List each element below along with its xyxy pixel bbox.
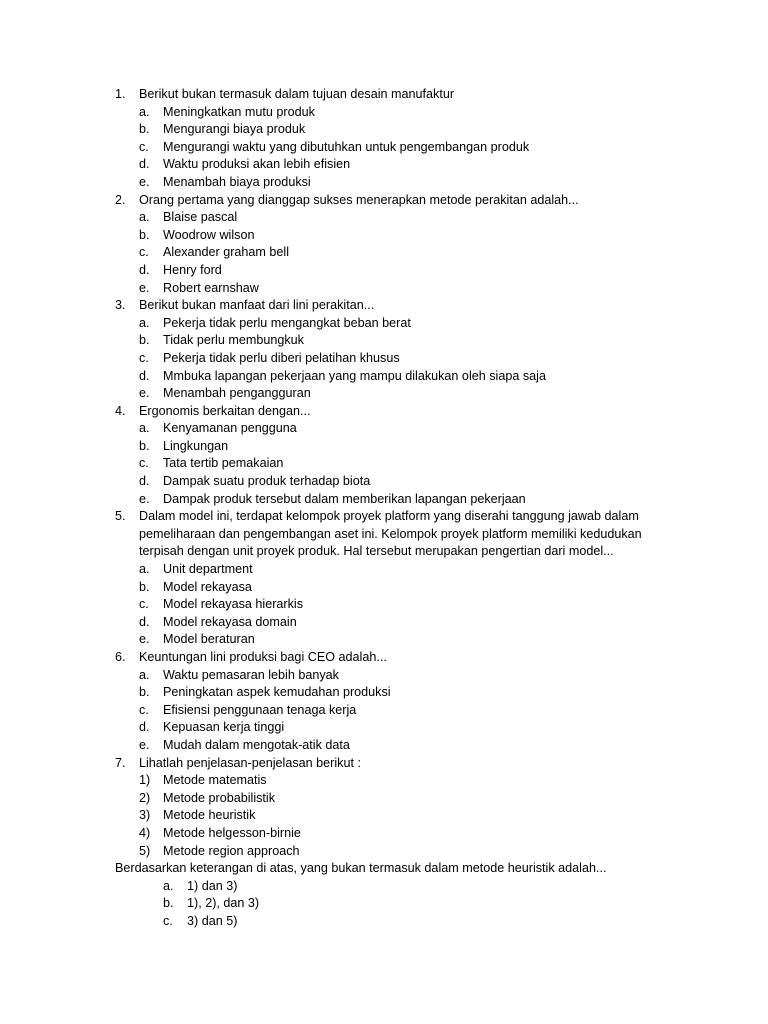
option (0, 244, 768, 262)
option-text: Lingkungan (163, 438, 229, 453)
option (0, 209, 768, 227)
option-text: Waktu produksi akan lebih efisien (163, 157, 351, 172)
option-label: c. (139, 245, 149, 260)
statement-label: 2) (139, 790, 151, 805)
option-label: e. (139, 280, 150, 295)
option-label: e. (139, 174, 150, 189)
option (0, 262, 768, 280)
option-text: Mudah dalam mengotak-atik data (163, 737, 350, 752)
option-text: Unit department (163, 562, 253, 577)
option-text: Kenyamanan pengguna (163, 421, 297, 436)
question-text: terpisah dengan unit proyek produk. Hal tersebut merupakan pengertian dari model... (139, 544, 614, 559)
option-text: Tidak perlu membungkuk (163, 333, 304, 348)
question-text: Berikut bukan manfaat dari lini perakitan... (139, 298, 375, 313)
question-6 (0, 649, 768, 667)
option (0, 156, 768, 174)
option-label: c. (139, 456, 149, 471)
statement-text: Metode heuristik (163, 808, 256, 823)
option-label: a. (139, 667, 150, 682)
option (0, 350, 768, 368)
option-label: c. (139, 350, 149, 365)
statement-item (0, 790, 768, 808)
option (0, 579, 768, 597)
question-sheet (0, 86, 768, 931)
option-text: Model rekayasa domain (163, 614, 297, 629)
option (0, 104, 768, 122)
option (0, 737, 768, 755)
option-text: Dampak suatu produk terhadap biota (163, 474, 371, 489)
option-text: Meningkatkan mutu produk (163, 104, 315, 119)
option-text: Alexander graham bell (163, 245, 290, 260)
option-text: Robert earnshaw (163, 280, 259, 295)
statement-text: Metode matematis (163, 773, 267, 788)
option (0, 139, 768, 157)
option-label: a. (163, 878, 174, 893)
option (0, 473, 768, 491)
option-text: Waktu pemasaran lebih banyak (163, 667, 339, 682)
option-text: Model beraturan (163, 632, 255, 647)
option (0, 227, 768, 245)
question-text: Lihatlah penjelasan-penjelasan berikut : (139, 755, 361, 770)
question-1 (0, 86, 768, 104)
option-label: c. (163, 913, 173, 928)
option (0, 491, 768, 509)
option (0, 614, 768, 632)
statement-text: Metode region approach (163, 843, 300, 858)
question-3 (0, 297, 768, 315)
option-label: b. (139, 333, 150, 348)
option (0, 385, 768, 403)
option-label: a. (139, 210, 150, 225)
option-label: b. (139, 438, 150, 453)
question-number: 5. (115, 509, 126, 524)
question-7-prompt (0, 860, 768, 878)
option-text: 3) dan 5) (187, 913, 238, 928)
option-text: 1), 2), dan 3) (187, 896, 260, 911)
question-number: 2. (115, 192, 126, 207)
statement-item (0, 825, 768, 843)
option-label: c. (139, 139, 149, 154)
option-text: Pekerja tidak perlu mengangkat beban berat (163, 315, 411, 330)
option-text: Pekerja tidak perlu diberi pelatihan khusus (163, 350, 400, 365)
option-label: b. (139, 579, 150, 594)
option (0, 596, 768, 614)
option-label: e. (139, 386, 150, 401)
option (0, 121, 768, 139)
option-text: Mmbuka lapangan pekerjaan yang mampu dilakukan oleh siapa saja (163, 368, 546, 383)
question-number: 6. (115, 650, 126, 664)
option (0, 561, 768, 579)
option (0, 719, 768, 737)
option-text: Mengurangi waktu yang dibutuhkan untuk pengembangan produk (163, 139, 530, 154)
option-label: b. (163, 896, 174, 911)
option-label: e. (139, 632, 150, 647)
option-text: Henry ford (163, 262, 222, 277)
option-label: d. (139, 720, 150, 735)
question-number: 1. (115, 87, 126, 101)
question-text: Berdasarkan keterangan di atas, yang bukan termasuk dalam metode heuristik adalah... (115, 861, 607, 876)
option-label: b. (139, 122, 150, 137)
option-label: a. (139, 315, 150, 330)
option (0, 420, 768, 438)
question-text: Keuntungan lini produksi bagi CEO adalah... (139, 650, 387, 664)
option-text: Efisiensi penggunaan tenaga kerja (163, 702, 357, 717)
option-text: Menambah pengangguran (163, 386, 311, 401)
option (0, 368, 768, 386)
option-text: Kepuasan kerja tinggi (163, 720, 285, 735)
option (0, 895, 768, 913)
option-label: e. (139, 737, 150, 752)
statement-text: Metode helgesson-birnie (163, 825, 301, 840)
option-label: d. (139, 614, 150, 629)
option (0, 315, 768, 333)
option (0, 174, 768, 192)
statement-label: 1) (139, 773, 151, 788)
option (0, 332, 768, 350)
statement-label: 3) (139, 808, 151, 823)
option-text: Tata tertib pemakaian (163, 456, 284, 471)
question-text-continued (0, 526, 768, 544)
option (0, 455, 768, 473)
option-text: Dampak produk tersebut dalam memberikan lapangan pekerjaan (163, 491, 526, 506)
option-label: c. (139, 597, 149, 612)
option-text: Mengurangi biaya produk (163, 122, 306, 137)
option (0, 878, 768, 896)
option (0, 702, 768, 720)
question-number: 7. (115, 755, 126, 770)
question-text: Berikut bukan termasuk dalam tujuan desain manufaktur (139, 87, 455, 101)
question-2 (0, 192, 768, 210)
option-label: b. (139, 227, 150, 242)
option (0, 280, 768, 298)
option-label: e. (139, 491, 150, 506)
option-text: Blaise pascal (163, 210, 238, 225)
question-text: Orang pertama yang dianggap sukses menerapkan metode perakitan adalah... (139, 192, 579, 207)
question-text: Dalam model ini, terdapat kelompok proyek platform yang diserahi tanggung jawab dalam (139, 509, 639, 524)
option-text: Peningkatan aspek kemudahan produksi (163, 685, 391, 700)
option (0, 684, 768, 702)
option-label: d. (139, 474, 150, 489)
option-text: 1) dan 3) (187, 878, 238, 893)
question-text: Ergonomis berkaitan dengan... (139, 403, 311, 418)
statement-label: 5) (139, 843, 151, 858)
statement-item (0, 843, 768, 861)
statement-text: Metode probabilistik (163, 790, 276, 805)
statement-item (0, 807, 768, 825)
option-text: Model rekayasa (163, 579, 252, 594)
question-7 (0, 755, 768, 773)
option (0, 631, 768, 649)
option-label: a. (139, 562, 150, 577)
option-label: d. (139, 368, 150, 383)
statement-item (0, 772, 768, 790)
option-text: Model rekayasa hierarkis (163, 597, 303, 612)
question-number: 4. (115, 403, 126, 418)
option (0, 438, 768, 456)
option-label: c. (139, 702, 149, 717)
question-number: 3. (115, 298, 126, 313)
option-label: d. (139, 262, 150, 277)
option-text: Woodrow wilson (163, 227, 255, 242)
option (0, 913, 768, 931)
question-text-continued (0, 543, 768, 561)
option-label: b. (139, 685, 150, 700)
question-5 (0, 508, 768, 526)
option (0, 667, 768, 685)
option-label: a. (139, 421, 150, 436)
question-text: pemeliharaan dan pengembangan aset ini. Kelompok proyek platform memiliki kedudukan (139, 526, 642, 541)
option-text: Menambah biaya produksi (163, 174, 311, 189)
option-label: a. (139, 104, 150, 119)
option-label: d. (139, 157, 150, 172)
question-4 (0, 403, 768, 421)
statement-label: 4) (139, 825, 151, 840)
